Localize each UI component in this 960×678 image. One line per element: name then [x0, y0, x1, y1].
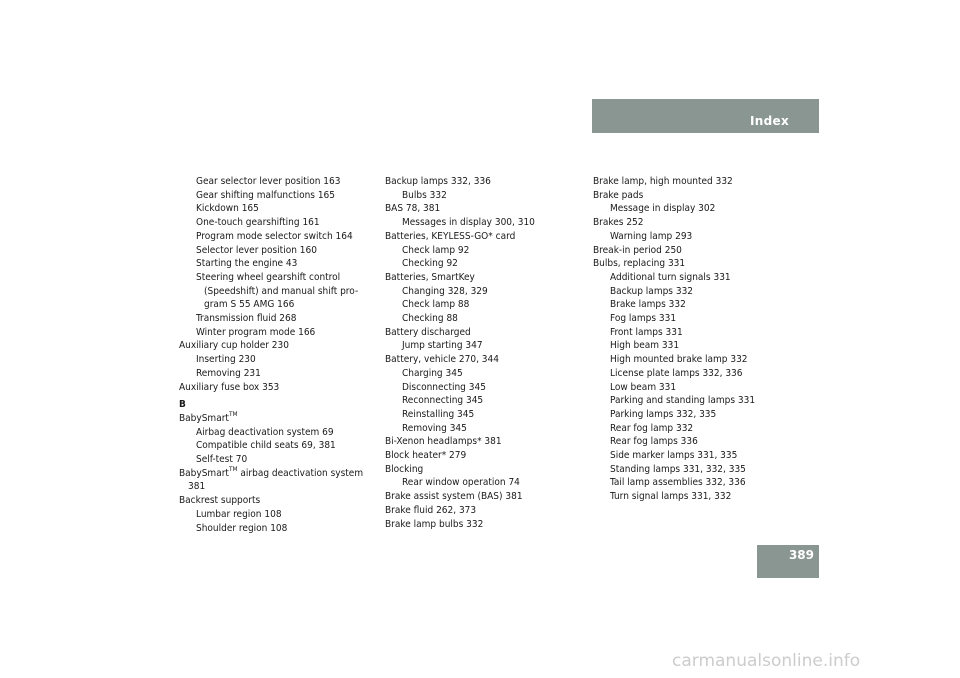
index-subentry: Checking 92 [402, 258, 458, 270]
index-subentry: Shoulder region 108 [196, 522, 288, 534]
index-subentry: Rear window operation 74 [402, 477, 520, 489]
trademark-sup: TM [228, 464, 238, 473]
page-number: 389 [788, 548, 814, 562]
index-entry: Blocking [385, 463, 424, 475]
index-subentry: High beam 331 [610, 340, 680, 352]
index-entry: Brake pads [593, 189, 644, 201]
index-subentry: Side marker lamps 331, 335 [610, 450, 738, 462]
index-subentry: Removing 231 [196, 367, 261, 379]
index-subentry: Tail lamp assemblies 332, 336 [610, 477, 746, 489]
index-subentry: Changing 328, 329 [402, 285, 488, 297]
index-subentry: High mounted brake lamp 332 [610, 354, 748, 366]
index-entry: Brakes 252 [593, 217, 644, 229]
index-entry: Backrest supports [179, 495, 261, 507]
index-entry-continuation: 381 [188, 481, 206, 493]
index-entry-babysmart [179, 409, 379, 426]
section-header-bar [592, 99, 819, 133]
index-entry: Batteries, KEYLESS-GO* card [385, 230, 516, 242]
index-subentry: Charging 345 [402, 367, 463, 379]
index-subentry: Transmission fluid 268 [196, 313, 297, 325]
index-subentry: Parking lamps 332, 335 [610, 408, 717, 420]
section-title: Index [750, 114, 789, 128]
index-subentry: Warning lamp 293 [610, 230, 693, 242]
index-entry: Block heater* 279 [385, 450, 467, 462]
index-subentry: Program mode selector switch 164 [196, 230, 353, 242]
index-subentry: Message in display 302 [610, 203, 716, 215]
index-subentry: Selector lever position 160 [196, 244, 317, 256]
index-subentry: Standing lamps 331, 332, 335 [610, 463, 746, 475]
index-subentry: Rear fog lamp 332 [610, 422, 694, 434]
index-subentry: gram S 55 AMG 166 [204, 299, 295, 311]
index-entry: Auxiliary cup holder 230 [179, 340, 289, 352]
index-subentry: Fog lamps 331 [610, 313, 677, 325]
index-subentry: Kickdown 165 [196, 203, 259, 215]
index-entry: Bi-Xenon headlamps* 381 [385, 436, 502, 448]
index-subentry: Rear fog lamps 336 [610, 436, 698, 448]
index-entries-group-a [179, 175, 379, 394]
index-subentry: Airbag deactivation system 69 [196, 426, 334, 438]
watermark: carmanualsonline.info [672, 651, 861, 671]
index-subentry: Front lamps 331 [610, 326, 683, 338]
index-subentry: Reinstalling 345 [402, 408, 475, 420]
index-subentry: Starting the engine 43 [196, 258, 298, 270]
index-entry: BAS 78, 381 [385, 203, 441, 215]
index-subentry: Check lamp 88 [402, 299, 470, 311]
index-entry: Brake assist system (BAS) 381 [385, 491, 523, 503]
index-subentry: Check lamp 92 [402, 244, 470, 256]
trademark-sup: TM [228, 409, 238, 418]
index-subentry: Turn signal lamps 331, 332 [610, 491, 732, 503]
index-entry: Battery, vehicle 270, 344 [385, 354, 499, 366]
babysmart-text: BabySmart [179, 412, 229, 424]
index-entry: Battery discharged [385, 326, 471, 338]
index-subentry: Messages in display 300, 310 [402, 217, 535, 229]
index-subentry: License plate lamps 332, 336 [610, 367, 743, 379]
index-subentry: Winter program mode 166 [196, 326, 316, 338]
index-subentry: One-touch gearshifting 161 [196, 217, 320, 229]
index-letter-heading: B [179, 399, 186, 411]
index-entry: Backup lamps 332, 336 [385, 176, 491, 187]
index-subentry: Checking 88 [402, 313, 458, 325]
page-number-box [757, 545, 819, 578]
index-subentry: Gear shifting malfunctions 165 [196, 189, 335, 201]
index-subentry: Compatible child seats 69, 381 [196, 440, 336, 452]
index-entry-babysmart-airbag [179, 464, 379, 481]
index-subentry: Brake lamps 332 [610, 299, 686, 311]
index-subentry: Disconnecting 345 [402, 381, 486, 393]
index-entry: Batteries, SmartKey [385, 271, 475, 283]
index-subentry: Inserting 230 [196, 354, 256, 366]
index-subentry: Removing 345 [402, 422, 467, 434]
index-subentry: Backup lamps 332 [610, 285, 694, 297]
index-entry: Bulbs, replacing 331 [593, 258, 686, 270]
index-entry: Brake lamp bulbs 332 [385, 518, 484, 530]
index-column-3 [593, 175, 793, 504]
index-subentry: Steering wheel gearshift control [196, 271, 341, 283]
index-subentry: Jump starting 347 [402, 340, 483, 352]
index-subentry: (Speedshift) and manual shift pro- [204, 285, 359, 297]
index-subentry: Low beam 331 [610, 381, 677, 393]
index-subentry: Self-test 70 [196, 454, 248, 466]
index-column-1 [179, 175, 379, 535]
index-subentry: Parking and standing lamps 331 [610, 395, 756, 407]
index-entry: Brake fluid 262, 373 [385, 504, 477, 516]
index-subentry: Bulbs 332 [402, 189, 447, 201]
babysmart-airbag-text: airbag deactivation system [237, 467, 364, 479]
index-entry: Auxiliary fuse box 353 [179, 381, 280, 393]
index-column-2 [385, 175, 585, 531]
index-entry: Brake lamp, high mounted 332 [593, 176, 733, 187]
babysmart-text: BabySmart [179, 467, 229, 479]
index-subentry: Additional turn signals 331 [610, 271, 731, 283]
index-entry: Break-in period 250 [593, 244, 682, 256]
index-subentry: Lumbar region 108 [196, 508, 282, 520]
index-subentry: Reconnecting 345 [402, 395, 484, 407]
index-subentry: Gear selector lever position 163 [196, 176, 341, 187]
